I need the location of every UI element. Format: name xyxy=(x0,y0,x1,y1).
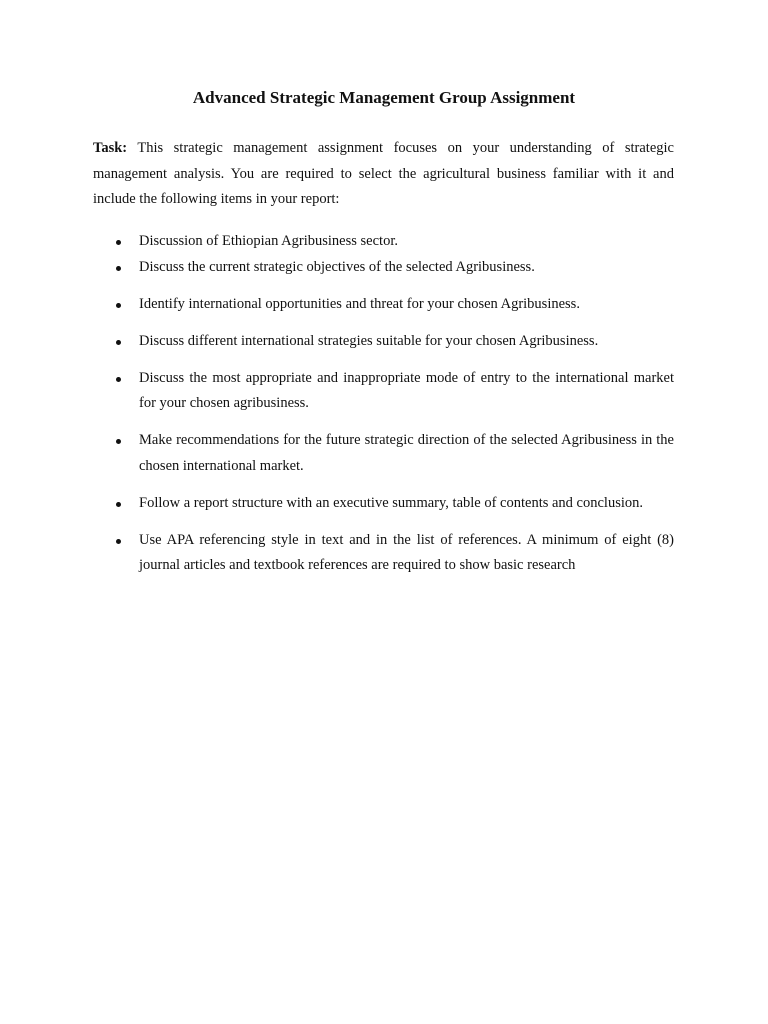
list-item xyxy=(93,255,674,281)
list-item xyxy=(93,491,674,517)
list-item-text: Follow a report structure with an executive summary, table of contents and conclusion. xyxy=(139,494,644,511)
list-item-text: Discussion of Ethiopian Agribusiness sector. xyxy=(139,233,398,249)
list-item-text: Discuss the most appropriate and inappropriate mode of entry to the international market for your chosen agribusiness. xyxy=(139,369,674,411)
bullet-icon xyxy=(116,377,121,382)
bullet-icon xyxy=(116,340,121,345)
list-item xyxy=(93,366,674,417)
bullet-icon xyxy=(116,303,121,308)
task-paragraph xyxy=(93,136,674,213)
list-item xyxy=(93,292,674,318)
list-item xyxy=(93,229,674,255)
bullet-icon xyxy=(116,502,121,507)
bullet-icon xyxy=(116,240,121,245)
bullet-icon xyxy=(116,439,121,444)
list-item xyxy=(93,329,674,355)
task-label: Task: xyxy=(93,140,128,156)
page-title: Advanced Strategic Management Group Assignment xyxy=(192,88,576,107)
list-item-text: Identify international opportunities and threat for your chosen Agribusiness. xyxy=(139,295,580,312)
requirements-list xyxy=(93,229,674,590)
list-item-text: Use APA referencing style in text and in the list of references. A minimum of eight (8) journal articles and textbook references are required to show basic research xyxy=(139,531,674,573)
list-item xyxy=(93,528,674,579)
bullet-icon xyxy=(116,539,121,544)
list-item-text: Make recommendations for the future strategic direction of the selected Agribusiness in the chosen international market. xyxy=(139,432,674,474)
bullet-icon xyxy=(116,266,121,271)
list-item xyxy=(93,428,674,479)
list-item-text: Discuss the current strategic objectives of the selected Agribusiness. xyxy=(139,258,535,275)
task-text: This strategic management assignment focuses on your understanding of strategic management analysis. You are required to select the agricultural business familiar with it and include the following items in your report: xyxy=(93,140,674,207)
list-item-text: Discuss different international strategies suitable for your chosen Agribusiness. xyxy=(139,332,599,349)
